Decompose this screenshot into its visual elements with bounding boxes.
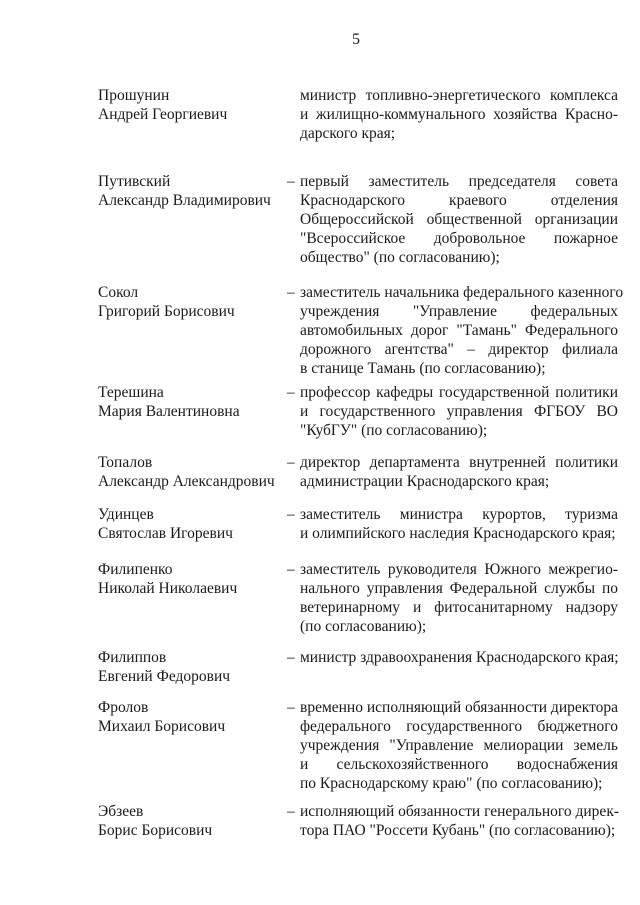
member-position <box>300 383 618 440</box>
member-surname: Сокол <box>98 284 139 301</box>
position-line: исполняющий обязанности генерального дирек- <box>300 803 620 820</box>
member-surname: Терешина <box>98 384 164 401</box>
dash-separator: – <box>287 454 295 471</box>
position-line: Краснодарского краевого отделения <box>300 192 618 209</box>
position-line: (по согласованию); <box>300 618 427 635</box>
member-surname: Топалов <box>98 454 153 471</box>
member-position <box>300 802 618 840</box>
position-line: и сельскохозяйственного водоснабжения <box>300 756 618 773</box>
position-line: федерального государственного бюджетного <box>300 718 618 735</box>
position-line: ветеринарному и фитосанитарному надзору <box>300 599 618 616</box>
member-given-names: Святослав Игоревич <box>98 525 233 542</box>
member-position <box>300 560 618 636</box>
position-line: первый заместитель председателя совета <box>300 173 618 190</box>
member-name <box>98 86 283 124</box>
position-line: дорожного агентства" – директор филиала <box>300 341 618 358</box>
position-line: учреждения "Управление мелиорации земель <box>300 737 618 754</box>
position-line: "Всероссийское добровольное пожарное <box>300 230 618 247</box>
dash-separator: – <box>287 699 295 716</box>
member-name <box>98 172 283 210</box>
member-name <box>98 698 283 736</box>
member-name <box>98 802 283 840</box>
dash-separator: – <box>287 173 295 190</box>
dash-separator: – <box>287 561 295 578</box>
position-line: директор департамента внутренней политики <box>300 454 618 471</box>
member-given-names: Михаил Борисович <box>98 718 226 735</box>
member-position <box>300 283 624 378</box>
position-line: администрации Краснодарского края; <box>300 473 550 490</box>
position-line: дарского края; <box>300 125 396 142</box>
page-number: 5 <box>352 31 360 48</box>
member-surname: Прошунин <box>98 87 170 104</box>
member-surname: Филиппов <box>98 649 167 666</box>
member-position <box>300 698 618 793</box>
dash-separator: – <box>287 649 295 666</box>
position-line: нального управления Федеральной службы по <box>300 580 618 597</box>
member-surname: Филипенко <box>98 561 173 578</box>
dash-separator: – <box>287 284 295 301</box>
member-surname: Фролов <box>98 699 149 716</box>
member-position <box>300 648 618 667</box>
position-line: в станице Тамань (по согласованию); <box>300 360 546 377</box>
position-line: Общероссийской общественной организации <box>300 211 618 228</box>
position-line: и жилищно-коммунального хозяйства Красно- <box>300 106 618 123</box>
member-surname: Путивский <box>98 173 171 190</box>
member-name <box>98 648 283 686</box>
dash-separator: – <box>287 803 295 820</box>
position-line: "КубГУ" (по согласованию); <box>300 422 488 439</box>
position-line: временно исполняющий обязанности директора <box>300 699 619 716</box>
position-line: заместитель руководителя Южного межрегио- <box>300 561 618 578</box>
member-given-names: Борис Борисович <box>98 822 213 839</box>
member-position <box>300 453 618 491</box>
member-name <box>98 453 283 491</box>
dash-separator: – <box>287 384 295 401</box>
position-line: и олимпийского наследия Краснодарского края; <box>300 525 616 542</box>
position-line: министр топливно-энергетического комплекса <box>300 87 618 104</box>
position-line: тора ПАО "Россети Кубань" (по согласованию); <box>300 822 616 839</box>
member-position <box>300 86 618 143</box>
dash-separator: – <box>287 506 295 523</box>
position-line: заместитель начальника федерального казенного <box>300 284 624 301</box>
member-given-names: Александр Владимирович <box>98 192 271 209</box>
member-given-names: Александр Александрович <box>98 473 275 490</box>
member-name <box>98 505 283 543</box>
member-name <box>98 560 283 598</box>
member-name <box>98 283 283 321</box>
position-line: по Краснодарскому краю" (по согласованию); <box>300 775 603 792</box>
position-line: министр здравоохранения Краснодарского края; <box>300 649 619 666</box>
member-surname: Удинцев <box>98 506 154 523</box>
position-line: учреждения "Управление федеральных <box>300 303 618 320</box>
position-line: и государственного управления ФГБОУ ВО <box>300 403 618 420</box>
member-given-names: Мария Валентиновна <box>98 403 240 420</box>
member-name <box>98 383 283 421</box>
member-surname: Эбзеев <box>98 803 144 820</box>
member-position <box>300 172 618 267</box>
member-given-names: Григорий Борисович <box>98 303 235 320</box>
member-given-names: Евгений Федорович <box>98 668 231 685</box>
member-position <box>300 505 618 543</box>
position-line: профессор кафедры государственной политики <box>300 384 618 401</box>
position-line: заместитель министра курортов, туризма <box>300 506 618 523</box>
position-line: общество" (по согласованию); <box>300 249 500 266</box>
position-line: автомобильных дорог "Тамань" Федерального <box>300 322 618 339</box>
member-given-names: Андрей Георгиевич <box>98 106 228 123</box>
member-given-names: Николай Николаевич <box>98 580 238 597</box>
